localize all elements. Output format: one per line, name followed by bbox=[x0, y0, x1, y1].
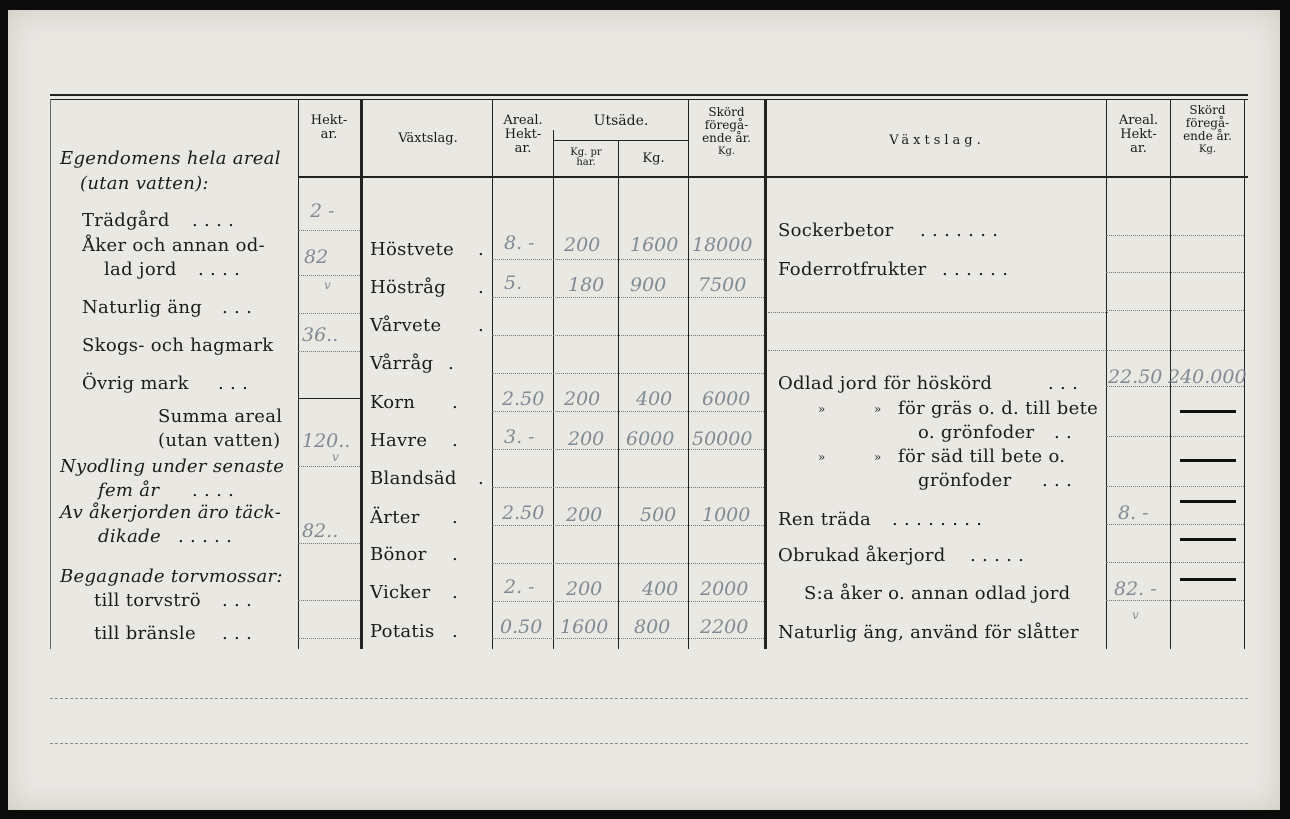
row-separator bbox=[1106, 436, 1244, 437]
crop-kg-pr: 200 bbox=[566, 504, 603, 526]
col-rule bbox=[298, 99, 299, 649]
crop-label: Korn bbox=[370, 392, 416, 413]
value-aker: 82 bbox=[304, 246, 329, 268]
leader-dots: . . . bbox=[218, 373, 249, 394]
crop-areal: 2. - bbox=[504, 576, 535, 598]
ruled-out-mark bbox=[1180, 410, 1236, 413]
label-nyodling-2: fem år bbox=[98, 480, 160, 501]
header-line: ar. bbox=[514, 141, 532, 156]
row-separator bbox=[298, 638, 360, 639]
col-rule bbox=[553, 130, 554, 649]
crop-kg-pr: 200 bbox=[568, 428, 605, 450]
label-skogs: Skogs- och hagmark bbox=[82, 335, 274, 356]
label-hoskord: Odlad jord för höskörd bbox=[778, 373, 993, 394]
label-tackdikade: Av åkerjorden äro täck- bbox=[60, 502, 282, 523]
label-summa: Summa areal bbox=[158, 406, 283, 427]
header-vaxtslag-mid: Växtslag. bbox=[398, 131, 458, 146]
header-skord-mid bbox=[689, 106, 764, 158]
header-line: Areal. bbox=[1118, 113, 1159, 128]
left-title: Egendomens hela areal bbox=[60, 148, 281, 169]
leader-dots: . . . . . . . . bbox=[892, 509, 983, 530]
header-hektar-line: ar. bbox=[320, 127, 338, 142]
col-rule bbox=[50, 99, 51, 649]
crop-skord: 2200 bbox=[700, 616, 749, 638]
leader-dots: . . bbox=[1054, 422, 1073, 443]
leader-dots: . bbox=[452, 544, 459, 565]
header-line: Kg. bbox=[717, 146, 736, 157]
crop-label: Höstråg bbox=[370, 277, 446, 298]
leader-dots: . . . . . . bbox=[942, 259, 1009, 280]
form-sheet bbox=[8, 10, 1280, 810]
crop-label: Vicker bbox=[370, 582, 431, 603]
leader-dots: . bbox=[478, 239, 485, 260]
header-line: Skörd bbox=[708, 105, 745, 119]
header-kg-pr bbox=[554, 148, 618, 168]
row-separator bbox=[1106, 350, 1244, 351]
row-separator bbox=[492, 601, 764, 602]
label-naturlig-ang: Naturlig äng bbox=[82, 297, 203, 318]
value-summa-aker: 82. - bbox=[1114, 578, 1157, 600]
crop-label: Höstvete bbox=[370, 239, 455, 260]
header-vaxtslag-right: Växtslag. bbox=[889, 133, 985, 148]
ditto-mark: » bbox=[818, 450, 826, 464]
label-summa-aker: S:a åker o. annan odlad jord bbox=[804, 583, 1071, 604]
crop-kg: 800 bbox=[634, 616, 671, 638]
leader-dots: . . . . . bbox=[970, 545, 1025, 566]
bottom-dashed-line bbox=[50, 698, 1248, 699]
leader-dots: . bbox=[478, 468, 485, 489]
leader-dots: . bbox=[452, 430, 459, 451]
crop-label: Vårråg bbox=[370, 353, 434, 374]
crop-kg-pr: 180 bbox=[568, 274, 605, 296]
ditto-mark: » bbox=[818, 402, 826, 416]
header-hektar-line: Hekt- bbox=[310, 113, 348, 128]
crop-label: Potatis bbox=[370, 621, 435, 642]
row-separator bbox=[492, 335, 764, 336]
crop-kg-pr: 1600 bbox=[560, 616, 609, 638]
leader-dots: . . . . bbox=[192, 210, 235, 231]
row-separator bbox=[298, 275, 360, 276]
crop-areal: 8. - bbox=[504, 232, 535, 254]
col-rule bbox=[618, 140, 619, 649]
row-separator bbox=[492, 373, 764, 374]
ditto-mark: » bbox=[874, 402, 882, 416]
row-separator bbox=[492, 638, 764, 639]
leader-dots: . . . . . . . bbox=[920, 220, 999, 241]
top-rule-thin bbox=[50, 99, 1248, 100]
summa-rule bbox=[298, 398, 360, 399]
header-line: Hekt- bbox=[1120, 127, 1157, 142]
header-areal-mid bbox=[493, 114, 553, 156]
row-separator bbox=[298, 600, 360, 601]
leader-dots: . . . bbox=[222, 590, 253, 611]
label-torvmossar: Begagnade torvmossar: bbox=[60, 566, 283, 587]
header-skord-right bbox=[1171, 104, 1244, 156]
row-separator bbox=[492, 297, 764, 298]
crop-label: Bönor bbox=[370, 544, 427, 565]
row-separator bbox=[768, 312, 1108, 313]
value-skogs: 36.. bbox=[302, 324, 339, 346]
header-line: föregå- bbox=[704, 118, 749, 132]
check-summa: v bbox=[332, 450, 339, 464]
leader-dots: . . . bbox=[1042, 470, 1073, 491]
left-subtitle: (utan vatten): bbox=[80, 173, 209, 194]
label-torvstro: till torvströ bbox=[94, 590, 201, 611]
row-separator bbox=[1106, 600, 1244, 601]
crop-kg: 900 bbox=[630, 274, 667, 296]
header-line: ende år. bbox=[702, 131, 751, 145]
row-separator bbox=[1106, 235, 1244, 236]
crop-label: Blandsäd bbox=[370, 468, 457, 489]
leader-dots: . . . bbox=[222, 623, 253, 644]
ditto-mark: » bbox=[874, 450, 882, 464]
crop-kg: 1600 bbox=[630, 234, 679, 256]
crop-areal: 5. bbox=[504, 272, 523, 294]
col-rule-thick bbox=[360, 99, 363, 649]
crop-areal: 2.50 bbox=[502, 502, 545, 524]
crop-label: Vårvete bbox=[370, 315, 442, 336]
row-separator bbox=[1106, 486, 1244, 487]
leader-dots: . bbox=[452, 507, 459, 528]
row-separator bbox=[298, 543, 360, 544]
leader-dots: . . . . bbox=[198, 259, 241, 280]
header-line: Hekt- bbox=[504, 127, 542, 142]
crop-areal: 3. - bbox=[504, 426, 535, 448]
col-rule-thick bbox=[764, 99, 767, 649]
header-line: Skörd bbox=[1189, 103, 1226, 117]
crop-kg: 400 bbox=[642, 578, 679, 600]
row-separator bbox=[1106, 272, 1244, 273]
row-separator bbox=[492, 563, 764, 564]
col-rule bbox=[1106, 99, 1107, 649]
left-header-rule bbox=[298, 176, 360, 178]
crop-skord: 50000 bbox=[692, 428, 753, 450]
row-separator bbox=[298, 466, 360, 467]
crop-skord: 1000 bbox=[702, 504, 751, 526]
value-tradgard: 2 - bbox=[310, 200, 335, 222]
header-line: ar. bbox=[1130, 141, 1147, 156]
ruled-out-mark bbox=[1180, 459, 1236, 462]
crop-kg-pr: 200 bbox=[564, 388, 601, 410]
crop-kg: 500 bbox=[640, 504, 677, 526]
crop-kg-pr: 200 bbox=[566, 578, 603, 600]
label-summa-2: (utan vatten) bbox=[158, 430, 281, 451]
top-rule bbox=[50, 94, 1248, 96]
row-separator bbox=[492, 487, 764, 488]
leader-dots: . . . bbox=[1048, 373, 1079, 394]
label-aker: Åker och annan od- bbox=[82, 235, 265, 256]
leader-dots: . . . . bbox=[192, 480, 235, 501]
utsade-rule bbox=[553, 140, 688, 141]
label-tackdikade-2: dikade bbox=[98, 526, 161, 547]
leader-dots: . bbox=[452, 621, 459, 642]
crop-areal: 0.50 bbox=[500, 616, 543, 638]
header-hektar bbox=[300, 114, 358, 142]
leader-dots: . bbox=[448, 353, 455, 374]
crop-skord: 6000 bbox=[702, 388, 751, 410]
leader-dots: . . . bbox=[222, 297, 253, 318]
label-aker-2: lad jord bbox=[104, 259, 177, 280]
col-rule bbox=[688, 99, 689, 649]
crop-skord: 2000 bbox=[700, 578, 749, 600]
label-tradgard: Trädgård bbox=[82, 210, 170, 231]
row-separator bbox=[492, 259, 764, 260]
row-separator bbox=[768, 350, 1108, 351]
header-kg: Kg. bbox=[642, 151, 665, 166]
header-line: har. bbox=[576, 157, 596, 168]
value-hoskord-skord: 240.000 bbox=[1168, 366, 1247, 388]
label-sad-bete-2: grönfoder bbox=[918, 470, 1012, 491]
crop-label: Havre bbox=[370, 430, 428, 451]
row-separator bbox=[298, 230, 360, 231]
crop-areal: 2.50 bbox=[502, 388, 545, 410]
crop-kg: 400 bbox=[636, 388, 673, 410]
header-line: föregå- bbox=[1185, 116, 1230, 130]
label-ovrig: Övrig mark bbox=[82, 373, 189, 394]
value-tackdikade: 82.. bbox=[302, 520, 339, 542]
row-separator bbox=[492, 411, 764, 412]
crop-skord: 7500 bbox=[698, 274, 747, 296]
header-line: Kg. pr bbox=[570, 147, 602, 158]
header-utsade: Utsäde. bbox=[593, 113, 649, 129]
leader-dots: . bbox=[478, 315, 485, 336]
label-gras-bete: för gräs o. d. till bete bbox=[898, 398, 1099, 419]
label-sockerbetor: Sockerbetor bbox=[778, 220, 894, 241]
bottom-dashed-line bbox=[50, 743, 1248, 744]
label-gras-bete-2: o. grönfoder bbox=[918, 422, 1035, 443]
crop-kg-pr: 200 bbox=[564, 234, 601, 256]
crop-kg: 6000 bbox=[626, 428, 675, 450]
row-separator bbox=[1106, 562, 1244, 563]
header-line: Areal. bbox=[503, 113, 543, 128]
label-foderrotfrukter: Foderrotfrukter bbox=[778, 259, 927, 280]
row-separator bbox=[298, 351, 360, 352]
label-obrukad: Obrukad åkerjord bbox=[778, 545, 946, 566]
ruled-out-mark bbox=[1180, 578, 1236, 581]
row-separator bbox=[298, 313, 360, 314]
label-bransle: till bränsle bbox=[94, 623, 196, 644]
row-separator bbox=[1106, 524, 1244, 525]
check-naturlig-slatter: v bbox=[1132, 608, 1139, 622]
label-naturlig-slatter: Naturlig äng, använd för slåtter bbox=[778, 622, 1079, 643]
crop-label: Ärter bbox=[370, 507, 420, 528]
ruled-out-mark bbox=[1180, 538, 1236, 541]
label-nyodling: Nyodling under senaste bbox=[60, 456, 285, 477]
header-line: ende år. bbox=[1183, 129, 1232, 143]
ruled-out-mark bbox=[1180, 500, 1236, 503]
leader-dots: . bbox=[452, 582, 459, 603]
label-ren-trada: Ren träda bbox=[778, 509, 872, 530]
value-hoskord-areal: 22.50 bbox=[1108, 366, 1163, 388]
header-line: Kg. bbox=[1198, 144, 1217, 155]
value-summa: 120.. bbox=[302, 430, 351, 452]
label-sad-bete: för säd till bete o. bbox=[898, 446, 1066, 467]
leader-dots: . bbox=[478, 277, 485, 298]
crop-skord: 18000 bbox=[692, 234, 753, 256]
header-areal-right bbox=[1107, 114, 1170, 156]
col-rule bbox=[492, 99, 493, 649]
value-ren-trada: 8. - bbox=[1118, 502, 1149, 524]
leader-dots: . . . . . bbox=[178, 526, 233, 547]
row-separator bbox=[1106, 310, 1244, 311]
leader-dots: . bbox=[452, 392, 459, 413]
check-aker: v bbox=[324, 278, 331, 292]
